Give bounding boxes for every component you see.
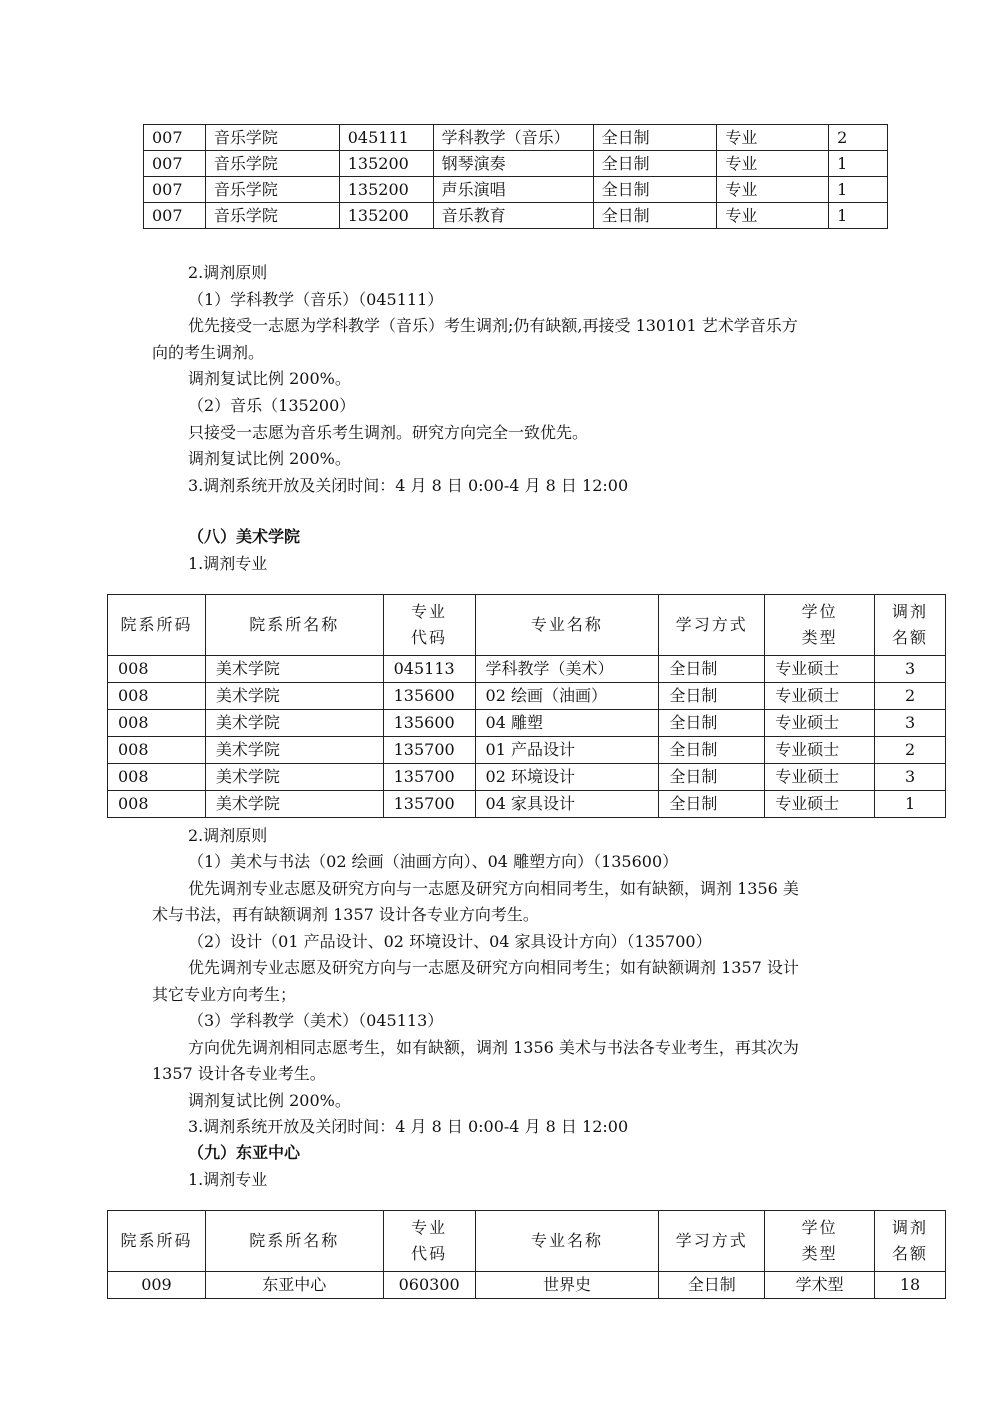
dept-code-cell: 008 <box>108 710 206 737</box>
degree-type-cell: 专业硕士 <box>765 656 875 683</box>
music-p2-title: （2）音乐（135200） <box>188 396 356 415</box>
degree-type-cell: 专业硕士 <box>765 737 875 764</box>
degree-type-cell: 专业 <box>717 177 829 203</box>
dept-name-cell: 音乐学院 <box>205 203 339 229</box>
east-asia-table <box>107 1210 946 1299</box>
degree-type-cell: 专业硕士 <box>765 791 875 818</box>
major-name-cell: 02 绘画（油画） <box>475 683 659 710</box>
header-degree-type-cell: 学位 类型 <box>765 1211 875 1272</box>
dept-name-cell: 东亚中心 <box>205 1272 383 1299</box>
major-name-cell: 02 环境设计 <box>475 764 659 791</box>
art-p1-title: （1）美术与书法（02 绘画（油画方向）、04 雕塑方向）（135600） <box>188 852 679 871</box>
table-row <box>108 764 946 791</box>
music-p1-title: （1）学科教学（音乐）（045111） <box>188 290 444 309</box>
dept-code-cell: 009 <box>108 1272 206 1299</box>
east-asia-sub: 1.调剂专业 <box>188 1170 268 1189</box>
major-code-cell: 135200 <box>339 177 433 203</box>
dept-code-cell: 007 <box>144 125 206 151</box>
art-heading: （八）美术学院 <box>188 527 301 546</box>
dept-code-cell: 008 <box>108 791 206 818</box>
art-p1-line2: 术与书法，再有缺额调剂 1357 设计各专业方向考生。 <box>152 905 539 924</box>
major-name-cell: 04 家具设计 <box>475 791 659 818</box>
dept-name-cell: 美术学院 <box>205 764 383 791</box>
art-p3-line1: 方向优先调剂相同志愿考生，如有缺额，调剂 1356 美术与书法各专业考生，再其次为 <box>188 1038 799 1057</box>
major-code-cell: 060300 <box>383 1272 475 1299</box>
art-p3-title: （3）学科教学（美术）（045113） <box>188 1011 444 1030</box>
music-p1-line2: 向的考生调剂。 <box>152 343 265 362</box>
quota-cell: 18 <box>875 1272 946 1299</box>
header-major-name-cell: 专业名称 <box>475 1211 659 1272</box>
major-name-cell: 钢琴演奏 <box>433 151 593 177</box>
quota-cell: 2 <box>875 737 946 764</box>
major-code-cell: 045113 <box>383 656 475 683</box>
art-p2-line1: 优先调剂专业志愿及研究方向与一志愿及研究方向相同考生；如有缺额调剂 1357 设计 <box>188 958 799 977</box>
music-p2-ratio: 调剂复试比例 200%。 <box>188 449 351 468</box>
music-principle-title: 2.调剂原则 <box>188 263 268 282</box>
study-mode-cell: 全日制 <box>659 656 765 683</box>
dept-code-cell: 007 <box>144 177 206 203</box>
dept-code-cell: 008 <box>108 656 206 683</box>
dept-name-cell: 美术学院 <box>205 683 383 710</box>
degree-type-cell: 专业硕士 <box>765 683 875 710</box>
header-dept-name-cell: 院系所名称 <box>205 1211 383 1272</box>
dept-name-cell: 美术学院 <box>205 710 383 737</box>
major-name-cell: 声乐演唱 <box>433 177 593 203</box>
degree-type-cell: 学术型 <box>765 1272 875 1299</box>
study-mode-cell: 全日制 <box>659 764 765 791</box>
dept-name-cell: 音乐学院 <box>205 177 339 203</box>
header-dept-code-cell: 院系所码 <box>108 595 206 656</box>
dept-code-cell: 008 <box>108 737 206 764</box>
header-quota-cell: 调剂 名额 <box>875 1211 946 1272</box>
table-header-row <box>108 595 946 656</box>
music-table <box>143 124 888 229</box>
major-name-cell: 学科教学（音乐） <box>433 125 593 151</box>
art-p2-line2: 其它专业方向考生； <box>152 985 297 1004</box>
quota-cell: 1 <box>829 151 888 177</box>
music-p1-line1: 优先接受一志愿为学科教学（音乐）考生调剂;仍有缺额,再接受 130101 艺术学音乐方 <box>188 316 798 335</box>
music-p2-line1: 只接受一志愿为音乐考生调剂。研究方向完全一致优先。 <box>188 423 589 442</box>
study-mode-cell: 全日制 <box>593 151 717 177</box>
quota-cell: 1 <box>829 203 888 229</box>
quota-cell: 3 <box>875 764 946 791</box>
header-study-mode-cell: 学习方式 <box>659 595 765 656</box>
music-time: 3.调剂系统开放及关闭时间：4 月 8 日 0:00-4 月 8 日 12:00 <box>188 476 629 495</box>
study-mode-cell: 全日制 <box>593 177 717 203</box>
dept-name-cell: 音乐学院 <box>205 151 339 177</box>
dept-name-cell: 美术学院 <box>205 656 383 683</box>
degree-type-cell: 专业 <box>717 203 829 229</box>
table-row <box>108 791 946 818</box>
quota-cell: 1 <box>829 177 888 203</box>
music-p1-ratio: 调剂复试比例 200%。 <box>188 369 351 388</box>
art-ratio: 调剂复试比例 200%。 <box>188 1091 351 1110</box>
study-mode-cell: 全日制 <box>593 203 717 229</box>
art-sub: 1.调剂专业 <box>188 554 268 573</box>
art-table <box>107 594 946 818</box>
major-name-cell: 学科教学（美术） <box>475 656 659 683</box>
header-study-mode-cell: 学习方式 <box>659 1211 765 1272</box>
table-row <box>144 151 888 177</box>
quota-cell: 1 <box>875 791 946 818</box>
table-row <box>108 656 946 683</box>
major-code-cell: 135200 <box>339 203 433 229</box>
art-principle-title: 2.调剂原则 <box>188 826 268 845</box>
header-major-code-cell: 专业 代码 <box>383 1211 475 1272</box>
table-row <box>108 683 946 710</box>
major-name-cell: 世界史 <box>475 1272 659 1299</box>
major-code-cell: 045111 <box>339 125 433 151</box>
major-name-cell: 01 产品设计 <box>475 737 659 764</box>
art-p3-line2: 1357 设计各专业考生。 <box>152 1064 326 1083</box>
major-code-cell: 135200 <box>339 151 433 177</box>
quota-cell: 2 <box>875 683 946 710</box>
table-row <box>108 737 946 764</box>
dept-code-cell: 008 <box>108 764 206 791</box>
header-major-name-cell: 专业名称 <box>475 595 659 656</box>
header-dept-code-cell: 院系所码 <box>108 1211 206 1272</box>
dept-code-cell: 007 <box>144 203 206 229</box>
major-code-cell: 135700 <box>383 791 475 818</box>
header-quota-cell: 调剂 名额 <box>875 595 946 656</box>
degree-type-cell: 专业硕士 <box>765 710 875 737</box>
major-code-cell: 135700 <box>383 737 475 764</box>
study-mode-cell: 全日制 <box>659 737 765 764</box>
dept-code-cell: 008 <box>108 683 206 710</box>
art-p2-title: （2）设计（01 产品设计、02 环境设计、04 家具设计方向）（135700） <box>188 932 712 951</box>
major-name-cell: 04 雕塑 <box>475 710 659 737</box>
study-mode-cell: 全日制 <box>659 710 765 737</box>
quota-cell: 3 <box>875 656 946 683</box>
table-row <box>144 125 888 151</box>
dept-name-cell: 美术学院 <box>205 791 383 818</box>
header-degree-type-cell: 学位 类型 <box>765 595 875 656</box>
header-dept-name-cell: 院系所名称 <box>205 595 383 656</box>
quota-cell: 2 <box>829 125 888 151</box>
table-row <box>108 1272 946 1299</box>
table-row <box>108 710 946 737</box>
degree-type-cell: 专业 <box>717 151 829 177</box>
study-mode-cell: 全日制 <box>659 683 765 710</box>
dept-name-cell: 美术学院 <box>205 737 383 764</box>
major-code-cell: 135700 <box>383 764 475 791</box>
art-time: 3.调剂系统开放及关闭时间：4 月 8 日 0:00-4 月 8 日 12:00 <box>188 1117 629 1136</box>
dept-code-cell: 007 <box>144 151 206 177</box>
degree-type-cell: 专业硕士 <box>765 764 875 791</box>
dept-name-cell: 音乐学院 <box>205 125 339 151</box>
table-header-row <box>108 1211 946 1272</box>
art-p1-line1: 优先调剂专业志愿及研究方向与一志愿及研究方向相同考生，如有缺额，调剂 1356 美 <box>188 879 799 898</box>
table-row <box>144 203 888 229</box>
major-code-cell: 135600 <box>383 710 475 737</box>
table-row <box>144 177 888 203</box>
study-mode-cell: 全日制 <box>593 125 717 151</box>
quota-cell: 3 <box>875 710 946 737</box>
major-code-cell: 135600 <box>383 683 475 710</box>
study-mode-cell: 全日制 <box>659 791 765 818</box>
east-asia-heading: （九）东亚中心 <box>188 1143 301 1162</box>
header-major-code-cell: 专业 代码 <box>383 595 475 656</box>
music-table-body <box>144 125 888 229</box>
degree-type-cell: 专业 <box>717 125 829 151</box>
major-name-cell: 音乐教育 <box>433 203 593 229</box>
study-mode-cell: 全日制 <box>659 1272 765 1299</box>
